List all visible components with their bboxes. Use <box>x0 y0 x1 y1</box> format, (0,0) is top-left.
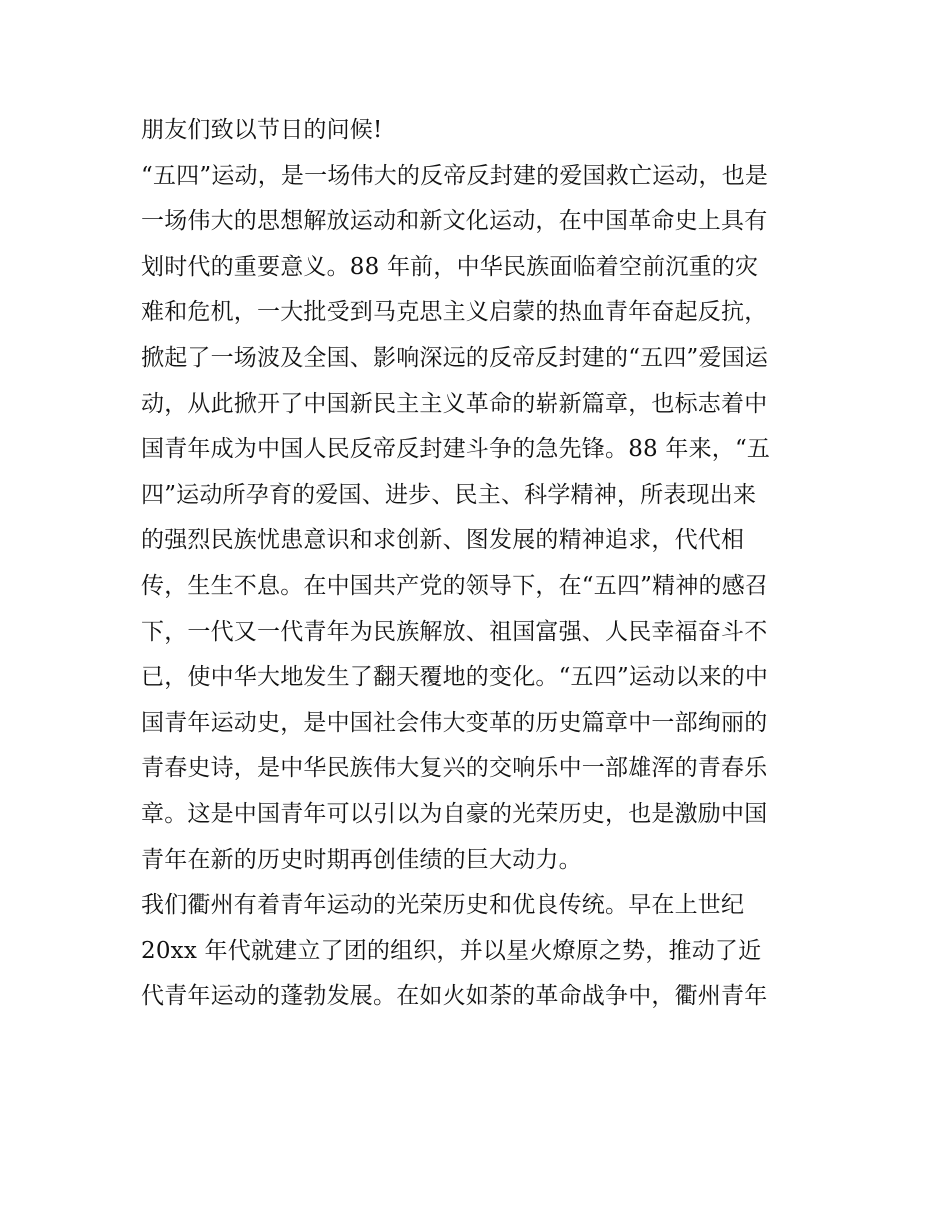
text-line: 掀起了一场波及全国、影响深远的反帝反封建的“五四”爱国运 <box>141 344 769 371</box>
text-line: 划时代的重要意义。88 年前，中华民族面临着空前沉重的灾 <box>141 253 759 280</box>
text-line: 已，使中华大地发生了翻天覆地的变化。“五四”运动以来的中 <box>141 664 769 691</box>
text-line: 传，生生不息。在中国共产党的领导下，在“五四”精神的感召 <box>141 572 769 599</box>
text-line: 章。这是中国青年可以引以为自豪的光荣历史，也是激励中国 <box>141 800 768 827</box>
text-line: 青年在新的历史时期再创佳绩的巨大动力。 <box>141 846 582 873</box>
text-line: 下，一代又一代青年为民族解放、祖国富强、人民幸福奋斗不 <box>141 618 768 645</box>
text-line: 国青年运动史，是中国社会伟大变革的历史篇章中一部绚丽的 <box>141 709 768 736</box>
text-line: 一场伟大的思想解放运动和新文化运动，在中国革命史上具有 <box>141 208 768 235</box>
text-line: 朋友们致以节日的问候! <box>141 117 383 143</box>
text-line: “五四”运动，是一场伟大的反帝反封建的爱国救亡运动，也是 <box>141 162 769 189</box>
text-line: 四”运动所孕育的爱国、进步、民主、科学精神，所表现出来 <box>141 481 757 508</box>
text-line: 20xx 年代就建立了团的组织，并以星火燎原之势，推动了近 <box>141 937 762 964</box>
text-line: 国青年成为中国人民反帝反封建斗争的急先锋。88 年来，“五 <box>141 436 771 463</box>
text-line: 难和危机，一大批受到马克思主义启蒙的热血青年奋起反抗， <box>141 299 768 326</box>
document-body <box>141 108 821 1020</box>
text-line: 青春史诗，是中华民族伟大复兴的交响乐中一部雄浑的青春乐 <box>141 755 768 782</box>
text-line: 动，从此掀开了中国新民主主义革命的崭新篇章，也标志着中 <box>141 390 768 417</box>
text-line: 代青年运动的蓬勃发展。在如火如荼的革命战争中，衢州青年 <box>141 983 768 1010</box>
text-line: 我们衢州有着青年运动的光荣历史和优良传统。早在上世纪 <box>141 892 745 919</box>
text-line: 的强烈民族忧患意识和求创新、图发展的精神追求，代代相 <box>141 527 745 554</box>
